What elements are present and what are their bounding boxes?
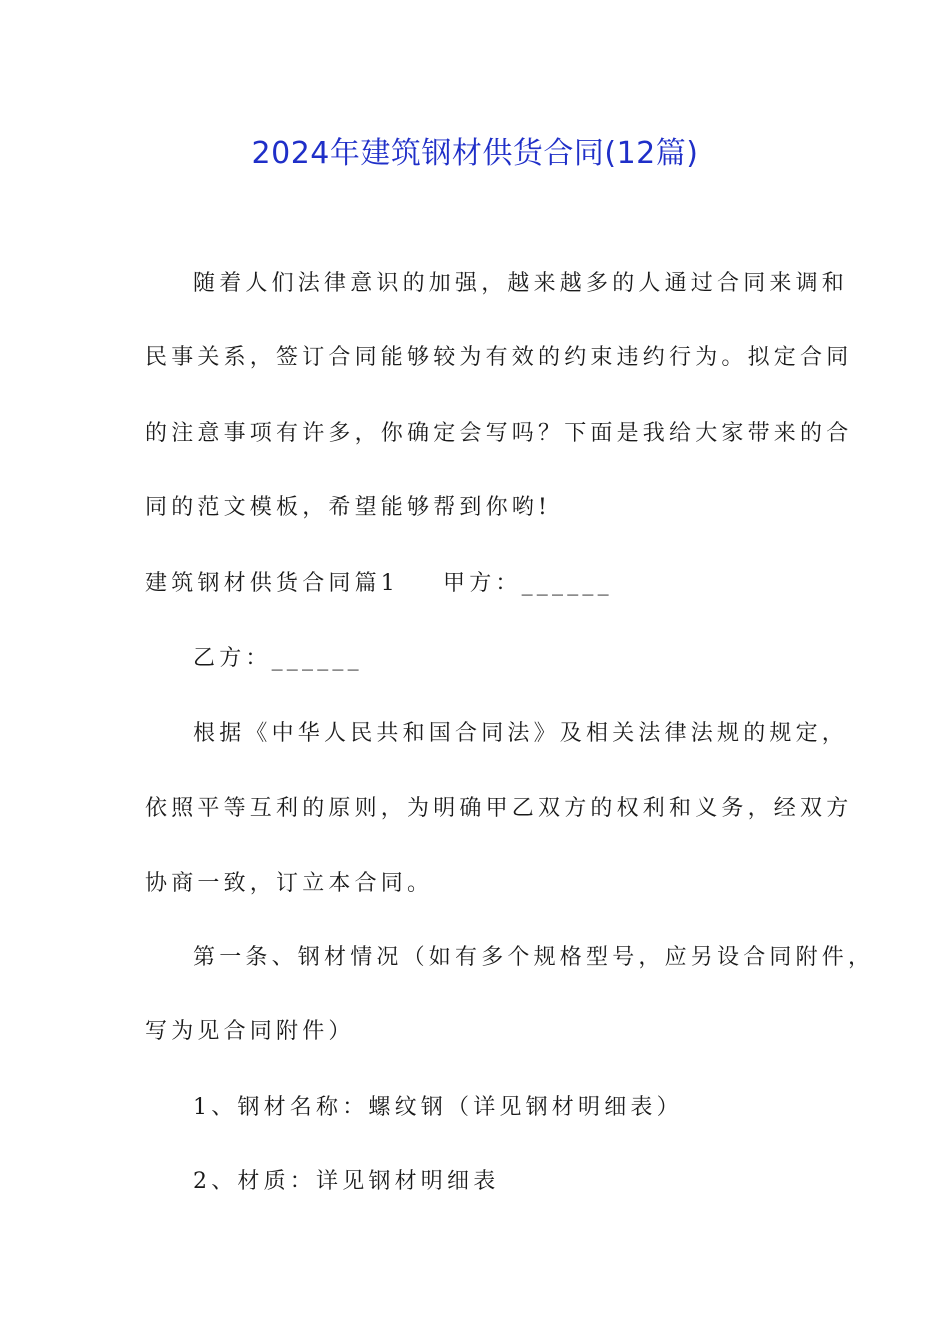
document-title: 2024年建筑钢材供货合同(12篇): [251, 136, 699, 171]
basis-line-3: 协商一致，订立本合同。: [145, 871, 434, 896]
intro-line-2: 民事关系，签订合同能够较为有效的约束违约行为。拟定合同: [145, 345, 853, 370]
article1-line-2: 写为见合同附件）: [145, 1019, 355, 1044]
article1-line-1: 第一条、钢材情况（如有多个规格型号，应另设合同附件，: [193, 945, 875, 970]
intro-line-1: 随着人们法律意识的加强，越来越多的人通过合同来调和: [193, 271, 849, 296]
item-1: 1、钢材名称：螺纹钢（详见钢材明细表）: [193, 1095, 683, 1120]
section-heading-row: [145, 568, 613, 600]
intro-line-3: 的注意事项有许多，你确定会写吗？下面是我给大家带来的合: [145, 421, 853, 446]
party-b-line: 乙方：______: [193, 646, 363, 671]
basis-line-1: 根据《中华人民共和国合同法》及相关法律法规的规定，: [193, 721, 849, 746]
intro-line-4: 同的范文模板，希望能够帮到你哟!: [145, 495, 552, 520]
section-heading: 建筑钢材供货合同篇1: [145, 571, 399, 596]
basis-line-2: 依照平等互利的原则，为明确甲乙双方的权利和义务，经双方: [145, 796, 853, 821]
party-a-line: 甲方：______: [443, 571, 613, 596]
item-2: 2、材质：详见钢材明细表: [193, 1169, 500, 1194]
